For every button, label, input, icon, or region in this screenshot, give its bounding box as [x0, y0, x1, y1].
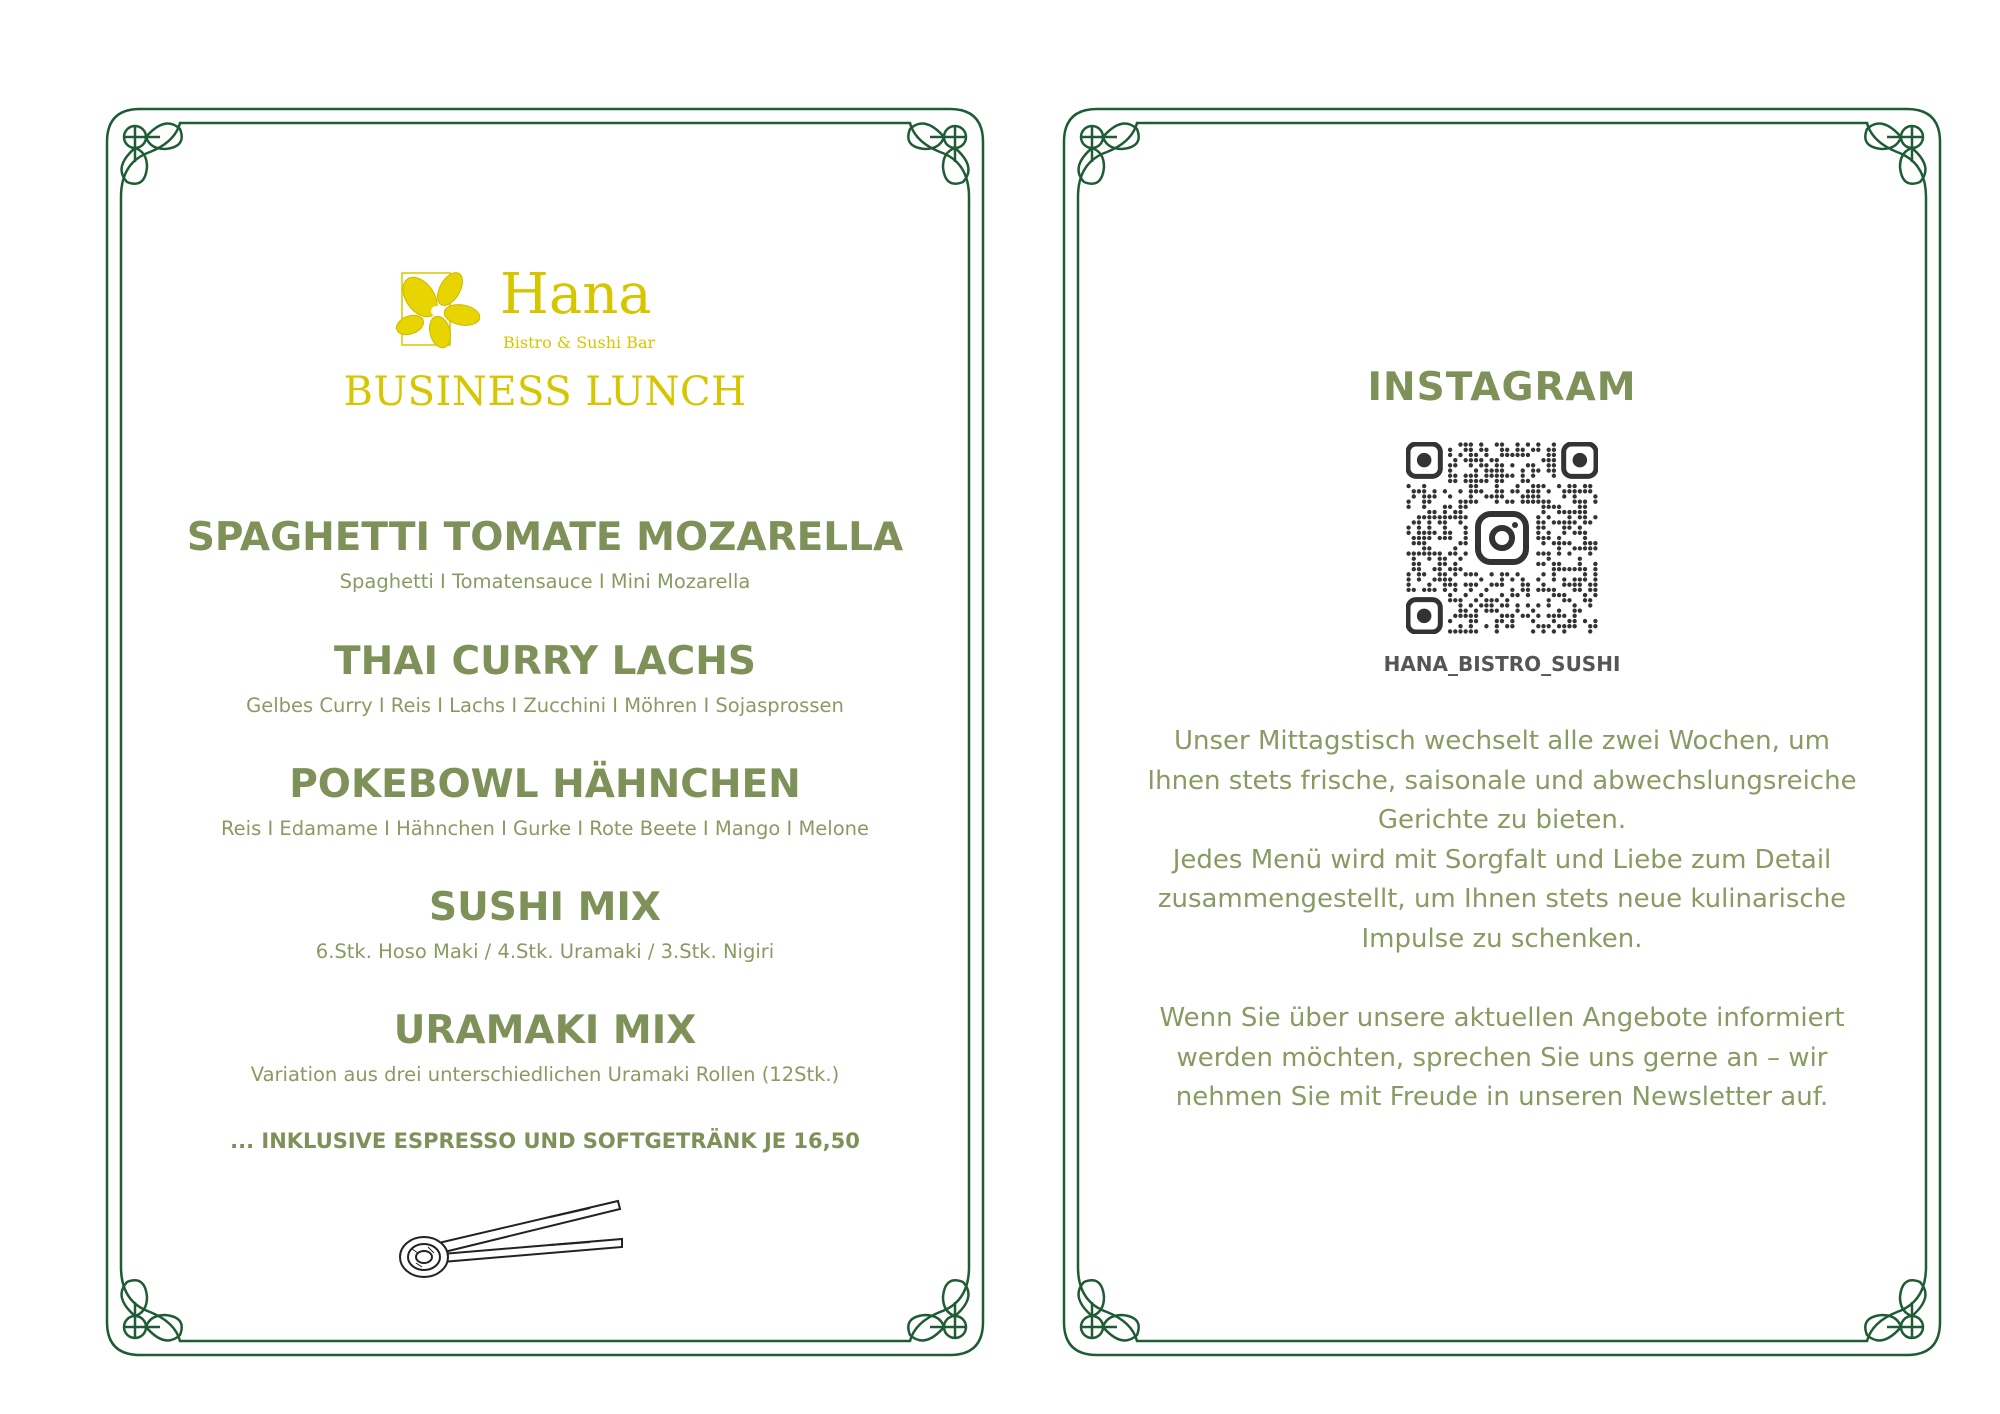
hana-logo [390, 262, 690, 357]
flower-logo-icon [390, 267, 490, 357]
instagram-handle: HANA_BISTRO_SUSHI [1383, 652, 1621, 676]
corner-ornament-icon [107, 109, 195, 197]
menu-panel [105, 107, 985, 1357]
page-title: BUSINESS LUNCH [343, 369, 747, 415]
price-note: ... INKLUSIVE ESPRESSO UND SOFTGETRÄNK JE 16,50 [230, 1129, 860, 1153]
chopsticks-sushi-icon [390, 1197, 630, 1287]
paragraph-line: Unser Mittagstisch wechselt alle zwei Wochen, um [1173, 726, 1830, 756]
dish-description: Gelbes Curry I Reis I Lachs I Zucchini I Möhren I Sojasprossen [246, 694, 844, 717]
paragraph-line: zusammengestellt, um Ihnen stets neue kulinarische [1157, 884, 1847, 914]
logo-wordmark: Hana [500, 262, 652, 327]
dish-name: URAMAKI MIX [393, 1008, 697, 1053]
instagram-qr-code-icon[interactable] [1406, 442, 1598, 634]
dish-description: 6.Stk. Hoso Maki / 4.Stk. Uramaki / 3.Stk. Nigiri [315, 940, 775, 963]
paragraph-line: Jedes Menü wird mit Sorgfalt und Liebe zum Detail [1172, 844, 1832, 875]
paragraph-line: Impulse zu schenken. [1361, 923, 1643, 954]
dish-description: Variation aus drei unterschiedlichen Uramaki Rollen (12Stk.) [250, 1063, 840, 1086]
corner-ornament-icon [1064, 109, 1152, 197]
dish-name: THAI CURRY LACHS [334, 639, 756, 684]
paragraph-line: nehmen Sie mit Freude in unseren Newsletter auf. [1175, 1082, 1829, 1112]
dish-description: Spaghetti I Tomatensauce I Mini Mozarella [339, 570, 751, 593]
newsletter-paragraph [1062, 999, 1942, 1118]
dish-description: Reis I Edamame I Hähnchen I Gurke I Rote Beete I Mango I Melone [221, 817, 869, 840]
info-panel [1062, 107, 1942, 1357]
dish-name: POKEBOWL HÄHNCHEN [289, 762, 801, 807]
logo-subtitle: Bistro & Sushi Bar [503, 333, 656, 352]
instagram-title: INSTAGRAM [1367, 365, 1637, 410]
instagram-icon [1478, 514, 1526, 562]
dish-name: SUSHI MIX [429, 885, 661, 930]
paragraph-line: Gerichte zu bieten. [1377, 805, 1627, 835]
dish-name: SPAGHETTI TOMATE MOZARELLA [186, 515, 904, 560]
paragraph-line: werden möchten, sprechen Sie uns gerne an – wir [1176, 1042, 1828, 1073]
paragraph-line: Wenn Sie über unsere aktuellen Angebote informiert [1159, 1003, 1845, 1033]
info-paragraph [1062, 722, 1942, 959]
paragraph-line: Ihnen stets frische, saisonale und abwechslungsreiche [1147, 765, 1857, 796]
